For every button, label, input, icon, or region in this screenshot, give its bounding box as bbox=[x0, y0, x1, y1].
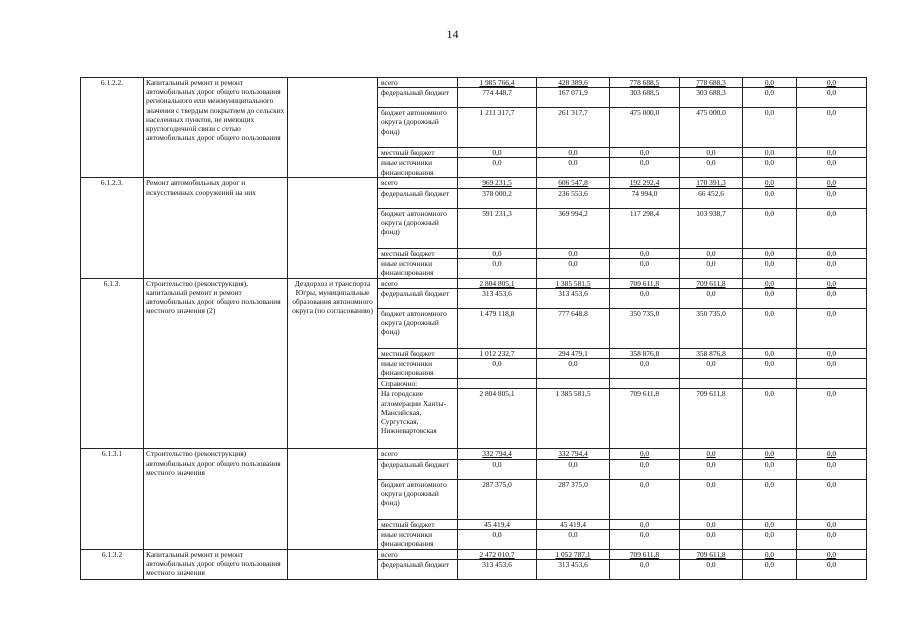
funding-value: 1 385 581,5 bbox=[537, 389, 610, 449]
funding-value: 0,0 bbox=[797, 479, 867, 519]
funding-value: 1 385 581,5 bbox=[537, 278, 610, 288]
funding-value: 0,0 bbox=[610, 449, 680, 459]
funding-value: 0,0 bbox=[680, 479, 743, 519]
funding-value: 428 389,6 bbox=[537, 78, 610, 88]
funding-value: 45 419,4 bbox=[458, 519, 537, 529]
funding-value: 74 994,0 bbox=[610, 188, 680, 208]
funding-source: местный бюджет bbox=[378, 519, 458, 529]
item-name: Строительство (реконструкция), капитальный ремонт и ремонт автомобильных дорог общего пользования местного значения (2) bbox=[144, 278, 288, 449]
funding-value: 313 453,6 bbox=[458, 289, 537, 309]
item-code: 6.1.3.1 bbox=[81, 449, 144, 549]
funding-value: 709 611,8 bbox=[680, 389, 743, 449]
funding-value: 0,0 bbox=[680, 529, 743, 549]
funding-value: 350 735,0 bbox=[680, 309, 743, 349]
funding-value: 0,0 bbox=[743, 389, 797, 449]
funding-value: 0,0 bbox=[537, 459, 610, 479]
funding-source: всего bbox=[378, 549, 458, 559]
funding-value: 0,0 bbox=[458, 148, 537, 158]
funding-value: 0,0 bbox=[743, 88, 797, 108]
item-name: Ремонт автомобильных дорог и искусственных сооружений на них bbox=[144, 178, 288, 278]
funding-value: 294 479,1 bbox=[537, 349, 610, 359]
funding-value: 350 735,0 bbox=[610, 309, 680, 349]
funding-value: 2 804 805,1 bbox=[458, 278, 537, 288]
funding-value: 0,0 bbox=[537, 158, 610, 178]
funding-source: бюджет автономного округа (дорожный фонд) bbox=[378, 309, 458, 349]
responsible-executor bbox=[288, 178, 378, 278]
funding-value: 0,0 bbox=[458, 258, 537, 278]
funding-value: 0,0 bbox=[797, 309, 867, 349]
program-budget-table bbox=[80, 77, 867, 580]
funding-source: всего bbox=[378, 178, 458, 188]
funding-source: федеральный бюджет bbox=[378, 188, 458, 208]
funding-source: местный бюджет bbox=[378, 349, 458, 359]
funding-value: 0,0 bbox=[458, 359, 537, 379]
funding-value: 0,0 bbox=[797, 78, 867, 88]
funding-value: 358 876,8 bbox=[610, 349, 680, 359]
funding-value: 606 547,8 bbox=[537, 178, 610, 188]
funding-value: 709 611,8 bbox=[610, 389, 680, 449]
funding-value: 0,0 bbox=[743, 158, 797, 178]
funding-value: 0,0 bbox=[610, 158, 680, 178]
funding-value: 0,0 bbox=[743, 519, 797, 529]
funding-source: федеральный бюджет bbox=[378, 289, 458, 309]
funding-value: 0,0 bbox=[680, 560, 743, 580]
funding-value: 0,0 bbox=[797, 258, 867, 278]
funding-value: 192 292,4 bbox=[610, 178, 680, 188]
funding-value: 0,0 bbox=[458, 248, 537, 258]
funding-value: 287 375,0 bbox=[458, 479, 537, 519]
funding-value: 287 375,0 bbox=[537, 479, 610, 519]
funding-value: 0,0 bbox=[797, 148, 867, 158]
funding-value: 778 688,3 bbox=[680, 78, 743, 88]
funding-value: 0,0 bbox=[610, 459, 680, 479]
funding-value: 0,0 bbox=[610, 519, 680, 529]
funding-value: 313 453,6 bbox=[537, 560, 610, 580]
funding-value: 0,0 bbox=[680, 289, 743, 309]
funding-value: 303 688,5 bbox=[610, 88, 680, 108]
funding-value: 0,0 bbox=[610, 248, 680, 258]
funding-value: 709 611,8 bbox=[680, 278, 743, 288]
funding-value: 0,0 bbox=[743, 529, 797, 549]
funding-value: 0,0 bbox=[680, 158, 743, 178]
item-name: Капитальный ремонт и ремонт автомобильных дорог общего пользования регионального или межмуниципального значения с твердым покрытием до сельских населенных пунктов, не имеющих круглогодичной связи с сетью автомобильных дорог общего пользования bbox=[144, 78, 288, 178]
table-row bbox=[81, 449, 867, 459]
funding-value: 0,0 bbox=[797, 359, 867, 379]
funding-source: местный бюджет bbox=[378, 248, 458, 258]
funding-value: 117 298,4 bbox=[610, 208, 680, 248]
funding-value: 475 000,0 bbox=[680, 108, 743, 148]
funding-value: 0,0 bbox=[743, 248, 797, 258]
funding-source: местный бюджет bbox=[378, 148, 458, 158]
funding-value: 0,0 bbox=[680, 148, 743, 158]
funding-value: 0,0 bbox=[797, 158, 867, 178]
funding-value: 0,0 bbox=[743, 349, 797, 359]
funding-value: 0,0 bbox=[797, 389, 867, 449]
funding-source: бюджет автономного округа (дорожный фонд) bbox=[378, 208, 458, 248]
funding-source: иные источники финансирования bbox=[378, 529, 458, 549]
funding-value: 358 876,8 bbox=[680, 349, 743, 359]
funding-source: На городские агломерации Ханты-Мансийская, Сургутская, Нижневартовская bbox=[378, 389, 458, 449]
funding-value bbox=[743, 379, 797, 389]
funding-value: 591 231,3 bbox=[458, 208, 537, 248]
funding-source: всего bbox=[378, 78, 458, 88]
funding-value: 0,0 bbox=[743, 449, 797, 459]
funding-value: 0,0 bbox=[797, 560, 867, 580]
funding-value: 0,0 bbox=[537, 529, 610, 549]
funding-value: 0,0 bbox=[680, 519, 743, 529]
funding-source: иные источники финансирования bbox=[378, 258, 458, 278]
responsible-executor bbox=[288, 78, 378, 178]
funding-value: 0,0 bbox=[797, 519, 867, 529]
table-row bbox=[81, 549, 867, 559]
funding-value: 313 453,6 bbox=[537, 289, 610, 309]
funding-source: бюджет автономного округа (дорожный фонд) bbox=[378, 479, 458, 519]
funding-value: 709 611,8 bbox=[610, 278, 680, 288]
funding-value: 103 938,7 bbox=[680, 208, 743, 248]
responsible-executor bbox=[288, 449, 378, 549]
funding-value: 369 994,2 bbox=[537, 208, 610, 248]
funding-value: 0,0 bbox=[797, 88, 867, 108]
funding-value: 0,0 bbox=[797, 459, 867, 479]
page-number: 14 bbox=[446, 27, 459, 41]
funding-value: 0,0 bbox=[743, 309, 797, 349]
funding-value: 969 231,5 bbox=[458, 178, 537, 188]
funding-value: 777 648,8 bbox=[537, 309, 610, 349]
responsible-executor bbox=[288, 549, 378, 579]
funding-value: 0,0 bbox=[537, 258, 610, 278]
funding-value: 709 611,8 bbox=[610, 549, 680, 559]
funding-source: бюджет автономного округа (дорожный фонд) bbox=[378, 108, 458, 148]
funding-value: 0,0 bbox=[797, 248, 867, 258]
funding-source: федеральный бюджет bbox=[378, 560, 458, 580]
funding-value: 303 688,3 bbox=[680, 88, 743, 108]
item-code: 6.1.3. bbox=[81, 278, 144, 449]
funding-value: 0,0 bbox=[797, 278, 867, 288]
funding-value: 0,0 bbox=[743, 479, 797, 519]
funding-value: 0,0 bbox=[743, 178, 797, 188]
funding-source: федеральный бюджет bbox=[378, 459, 458, 479]
funding-value: 0,0 bbox=[680, 258, 743, 278]
item-code: 6.1.3.2 bbox=[81, 549, 144, 579]
funding-value: 0,0 bbox=[610, 359, 680, 379]
funding-source: всего bbox=[378, 449, 458, 459]
funding-value: 0,0 bbox=[680, 459, 743, 479]
funding-value: 778 688,5 bbox=[610, 78, 680, 88]
funding-value: 1 479 118,8 bbox=[458, 309, 537, 349]
funding-value: 0,0 bbox=[680, 449, 743, 459]
funding-value: 709 611,8 bbox=[680, 549, 743, 559]
funding-value: 1 052 787,1 bbox=[537, 549, 610, 559]
funding-value: 0,0 bbox=[743, 278, 797, 288]
funding-value: 0,0 bbox=[797, 449, 867, 459]
funding-source: федеральный бюджет bbox=[378, 88, 458, 108]
funding-value: 0,0 bbox=[537, 148, 610, 158]
funding-value: 261 317,7 bbox=[537, 108, 610, 148]
funding-value: 0,0 bbox=[743, 78, 797, 88]
table-row bbox=[81, 78, 867, 88]
funding-value: 0,0 bbox=[610, 289, 680, 309]
funding-value: 0,0 bbox=[458, 459, 537, 479]
funding-value: 0,0 bbox=[743, 289, 797, 309]
funding-value: 0,0 bbox=[458, 529, 537, 549]
funding-value: 332 794,4 bbox=[537, 449, 610, 459]
funding-value: 0,0 bbox=[537, 248, 610, 258]
funding-value: 0,0 bbox=[680, 359, 743, 379]
item-name: Капитальный ремонт и ремонт автомобильных дорог общего пользования местного значения bbox=[144, 549, 288, 579]
item-code: 6.1.2.3. bbox=[81, 178, 144, 278]
funding-value: 313 453,6 bbox=[458, 560, 537, 580]
funding-value: 66 452,6 bbox=[680, 188, 743, 208]
funding-value: 2 804 805,1 bbox=[458, 389, 537, 449]
responsible-executor: Дездорхоз и транспорта Югры, муниципальные образования автономного округа (по согласованию) bbox=[288, 278, 378, 449]
funding-value: 0,0 bbox=[610, 258, 680, 278]
funding-value: 0,0 bbox=[743, 108, 797, 148]
funding-value: 167 071,9 bbox=[537, 88, 610, 108]
funding-value: 0,0 bbox=[743, 359, 797, 379]
funding-value: 0,0 bbox=[797, 289, 867, 309]
funding-value: 0,0 bbox=[797, 349, 867, 359]
item-name: Строительство (реконструкция) автомобильных дорог общего пользования местного значения bbox=[144, 449, 288, 549]
funding-value: 0,0 bbox=[743, 188, 797, 208]
table-row bbox=[81, 278, 867, 288]
funding-value: 0,0 bbox=[797, 208, 867, 248]
funding-value: 0,0 bbox=[610, 529, 680, 549]
item-code: 6.1.2.2. bbox=[81, 78, 144, 178]
funding-value: 2 472 010,7 bbox=[458, 549, 537, 559]
funding-value: 0,0 bbox=[743, 549, 797, 559]
funding-value: 0,0 bbox=[537, 359, 610, 379]
funding-value: 1 211 317,7 bbox=[458, 108, 537, 148]
funding-value: 0,0 bbox=[743, 208, 797, 248]
funding-source: Справочно: bbox=[378, 379, 458, 389]
funding-value: 378 000,2 bbox=[458, 188, 537, 208]
funding-value: 0,0 bbox=[743, 148, 797, 158]
funding-value: 0,0 bbox=[797, 108, 867, 148]
funding-value: 0,0 bbox=[743, 459, 797, 479]
funding-value: 774 448,7 bbox=[458, 88, 537, 108]
funding-value bbox=[537, 379, 610, 389]
funding-value: 1 012 232,7 bbox=[458, 349, 537, 359]
funding-value: 475 000,0 bbox=[610, 108, 680, 148]
funding-value: 0,0 bbox=[680, 248, 743, 258]
funding-value: 0,0 bbox=[797, 188, 867, 208]
funding-value: 0,0 bbox=[610, 560, 680, 580]
funding-value: 0,0 bbox=[797, 549, 867, 559]
funding-value: 0,0 bbox=[610, 148, 680, 158]
funding-value: 236 553,6 bbox=[537, 188, 610, 208]
funding-value: 0,0 bbox=[610, 479, 680, 519]
funding-value: 0,0 bbox=[797, 529, 867, 549]
funding-value: 0,0 bbox=[458, 158, 537, 178]
funding-value: 1 985 766,4 bbox=[458, 78, 537, 88]
funding-value: 170 391,3 bbox=[680, 178, 743, 188]
table-row bbox=[81, 178, 867, 188]
funding-value: 0,0 bbox=[797, 178, 867, 188]
funding-value: 0,0 bbox=[743, 258, 797, 278]
funding-value bbox=[680, 379, 743, 389]
funding-value: 0,0 bbox=[743, 560, 797, 580]
funding-source: иные источники финансирования bbox=[378, 359, 458, 379]
funding-value bbox=[797, 379, 867, 389]
funding-value: 45 419,4 bbox=[537, 519, 610, 529]
funding-value bbox=[610, 379, 680, 389]
funding-source: иные источники финансирования bbox=[378, 158, 458, 178]
funding-source: всего bbox=[378, 278, 458, 288]
funding-value bbox=[458, 379, 537, 389]
funding-value: 332 794,4 bbox=[458, 449, 537, 459]
